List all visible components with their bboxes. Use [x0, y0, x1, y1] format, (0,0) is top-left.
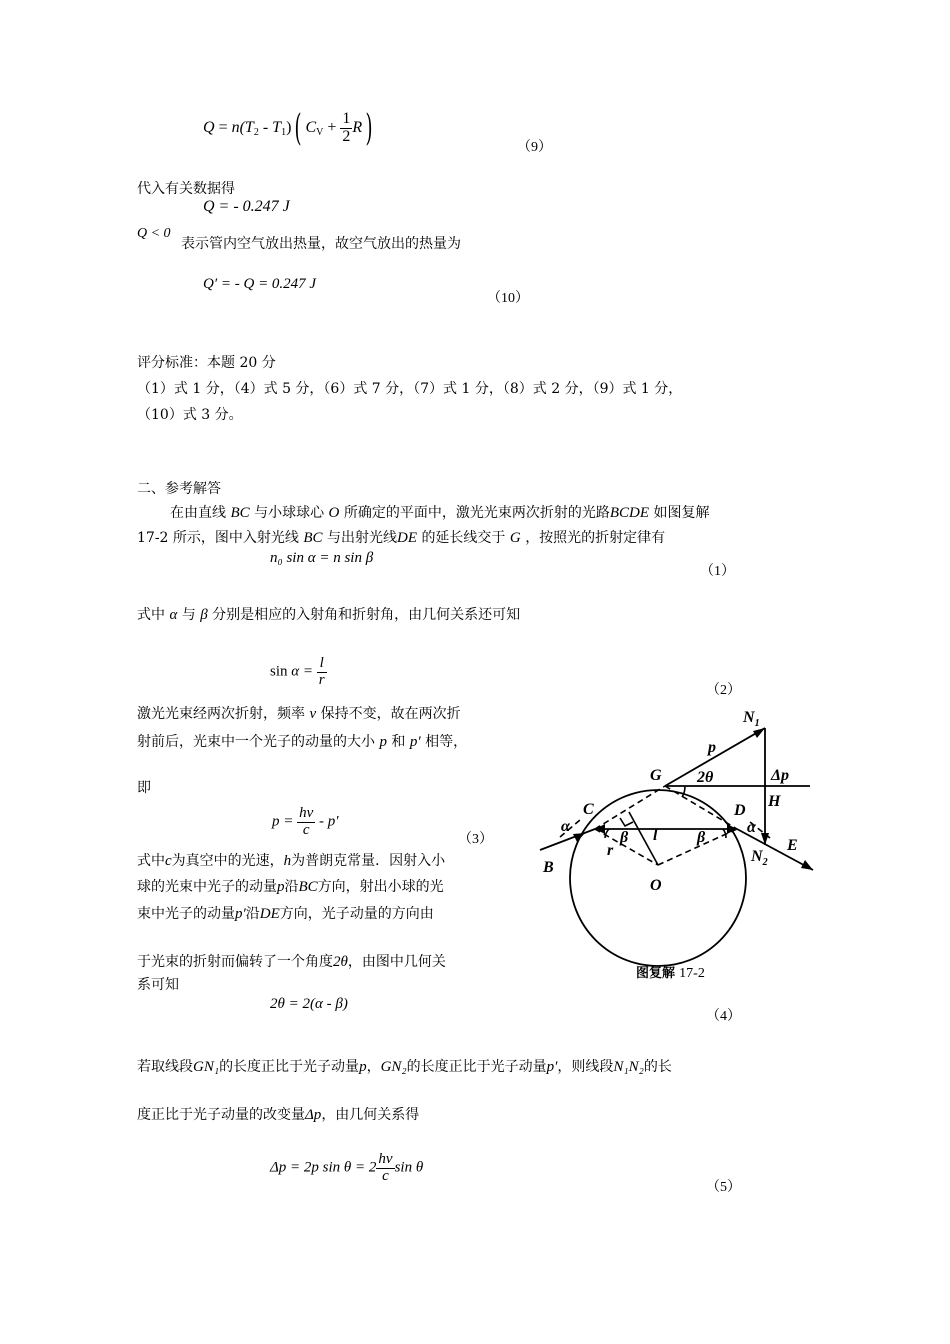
eq2-den: r [318, 671, 325, 688]
eq3-fraction [297, 806, 315, 839]
t: 的长 [643, 1059, 672, 1075]
score-line-1: （1）式 1 分，（4）式 5 分，（6）式 7 分，（7）式 1 分，（8）式 2 分，（9）式 1 分， [137, 381, 683, 397]
sym-o: O [328, 505, 340, 521]
t: 沿 [245, 906, 260, 922]
equation-label-10: （10） [487, 291, 529, 306]
sym-n1n2: N₁N₂ [613, 1059, 644, 1075]
eq5-rhs: sin θ [394, 1159, 424, 1176]
t: 为普朗克常量．因射入小 [291, 853, 446, 869]
t: 所确定的平面中，激光光束两次折射的光路 [343, 505, 610, 521]
label-h: H [768, 793, 781, 810]
t: 的长度正比于光子动量 [219, 1059, 360, 1075]
sym-bc: BC [303, 530, 323, 546]
eq3-den: c [302, 821, 310, 838]
caption-text: 图复解 [636, 966, 676, 981]
equation-9 [203, 108, 376, 149]
t: 和 [391, 734, 406, 750]
sym-gn1: GN₁ [193, 1059, 220, 1075]
t: 式中 [137, 607, 165, 623]
equation-label-5: （5） [706, 1180, 741, 1195]
equation-label-1: （1） [700, 564, 735, 579]
eq9-n: n [231, 119, 240, 137]
eq9-fraction [340, 111, 352, 146]
t: 束中光子的动量 [137, 906, 235, 922]
para-line-9 [137, 903, 434, 923]
sym-nu: ν [309, 706, 317, 722]
label-b: B [543, 859, 554, 876]
label-g: G [650, 767, 662, 784]
t: 保持不变，故在两次折 [320, 706, 461, 722]
right-angle-mark [620, 818, 633, 826]
t: 激光光束经两次折射，频率 [137, 706, 305, 722]
equation-1: n₀ sin α = n sin β [270, 550, 374, 566]
optics-figure [525, 700, 825, 990]
sym-dp: Δp [305, 1107, 322, 1123]
eq9-lhs: Q [203, 119, 215, 137]
eq9-equals: = [214, 119, 232, 137]
para-line-6: 即 [137, 780, 151, 796]
label-beta-1: β [620, 829, 629, 846]
equation-3 [272, 806, 339, 839]
para-line-11: 系可知 [137, 977, 179, 993]
t: 的长度正比于光子动量 [406, 1059, 547, 1075]
sym-g: G [509, 530, 521, 546]
caption-num: 17-2 [679, 966, 705, 981]
sym-bcde: BCDE [609, 505, 649, 521]
equation-label-3: （3） [458, 832, 493, 847]
sym-alpha: α [169, 607, 178, 623]
sym-pprime: p′ [546, 1059, 558, 1075]
label-o: O [650, 877, 662, 894]
t: 射前后，光束中一个光子的动量的大小 [137, 734, 375, 750]
sym-pprime: p′ [409, 734, 421, 750]
eq5-fraction [376, 1152, 394, 1185]
sym-h: h [283, 853, 292, 869]
t: 方向，射出小球的光 [317, 879, 444, 895]
eq2-fraction [317, 656, 327, 689]
equation-label-4: （4） [706, 1009, 741, 1024]
t: 与 [181, 607, 196, 623]
arrowhead-n1 [753, 728, 765, 738]
para-line-8 [137, 876, 444, 896]
label-c: C [583, 801, 594, 818]
t: ，由图中几何关 [347, 954, 446, 970]
para-line-1 [170, 502, 709, 522]
t: 为真空中的光速， [171, 853, 284, 869]
left-paren: ( [294, 108, 302, 149]
eq2-num: l [317, 656, 327, 673]
eq9-frac-den: 2 [342, 128, 351, 145]
t: ，按照光的折射定律有 [525, 530, 666, 546]
label-2theta: 2θ [697, 769, 714, 786]
sym-de: DE [259, 906, 280, 922]
para-line-13 [137, 1104, 419, 1124]
arrowhead-c [595, 824, 605, 834]
t: 沿 [284, 879, 299, 895]
equation-2: sin α = $\frac{l}{r}$ [270, 655, 325, 688]
t: 式中 [137, 853, 165, 869]
label-r: r [607, 842, 614, 859]
figure-caption [636, 962, 705, 982]
sym-p: p [379, 734, 387, 750]
text-dairu: 代入有关数据得 [137, 181, 235, 197]
sym-de: DE [396, 530, 417, 546]
eq3-lhs: p = [272, 813, 294, 830]
eq9-r: R [352, 119, 363, 137]
eq9-cvsub: V [316, 127, 324, 139]
eq3-rhs: - p′ [319, 813, 339, 830]
para-line-7 [137, 850, 445, 870]
eq9-t2: 2 [253, 127, 259, 139]
vector-p [665, 728, 765, 786]
sym-p: p [277, 879, 285, 895]
eq5-den: c [382, 1167, 389, 1184]
para-line-4 [137, 703, 461, 723]
t: 与出射光线 [326, 530, 397, 546]
t: 与小球球心 [254, 505, 325, 521]
eq3-num: hν [299, 805, 314, 821]
sym-beta: β [200, 607, 208, 623]
t: 方向，光子动量的方向由 [279, 906, 434, 922]
dashed-gd [665, 786, 737, 829]
eq9-cv: C [305, 119, 317, 137]
label-n2: $N_2$ [751, 848, 768, 868]
t: 度正比于光子动量的改变量 [137, 1107, 305, 1123]
t: 分别是相应的入射角和折射角，由几何关系还可知 [212, 607, 521, 623]
sym-gn2: GN₂ [380, 1059, 407, 1075]
q-less-zero: Q < 0 [137, 226, 171, 241]
equation-label-2: （2） [706, 683, 741, 698]
eq9-plus: + [323, 119, 341, 137]
sym-c: c [165, 853, 172, 869]
sym-pprime: p′ [235, 906, 246, 922]
sym-bc: BC [230, 505, 250, 521]
angle-arc-beta2 [723, 829, 726, 838]
t: ，则线段 [557, 1059, 614, 1075]
label-dp: Δp [771, 767, 790, 784]
label-e: E [787, 837, 798, 854]
arrowhead-e [801, 860, 813, 870]
t: 17-2 所示，图中入射光线 [137, 530, 299, 546]
t: 在由直线 [170, 505, 226, 521]
t: 球的光束中光子的动量 [137, 879, 277, 895]
para-line-5 [137, 731, 467, 751]
eq9-t1: 1 [281, 127, 287, 139]
label-alpha-right: α [747, 819, 756, 836]
angle-arc-2theta [682, 786, 685, 797]
eq5-num: hν [378, 1151, 393, 1167]
score-title: 评分标准：本题 20 分 [137, 355, 276, 371]
eq9-t: (T [239, 119, 254, 137]
label-n1: $N_1$ [743, 709, 760, 729]
eq9-frac-num: 1 [342, 110, 351, 128]
para-line-3 [137, 604, 520, 624]
arrowhead-d [727, 824, 737, 834]
t: 若取线段 [137, 1059, 193, 1075]
label-d: D [734, 802, 746, 819]
equation-5 [270, 1152, 423, 1185]
para-line-2 [137, 527, 665, 547]
q-prime: Q′ = - Q = 0.247 J [203, 276, 317, 292]
right-paren: ) [365, 108, 373, 149]
eq2-alpha: α = [291, 663, 314, 680]
q-less-text: 表示管内空气放出热量，故空气放出的热量为 [181, 236, 461, 252]
sym-2theta: 2θ [333, 954, 348, 970]
label-l: l [653, 827, 658, 844]
t: ， [366, 1059, 381, 1075]
q-value: Q = - 0.247 J [203, 198, 290, 215]
para-line-12 [137, 1056, 672, 1076]
t: ，由几何关系得 [321, 1107, 420, 1123]
sym-bc: BC [298, 879, 318, 895]
section-two-heading: 二、参考解答 [137, 481, 221, 497]
eq9-close: ) [286, 119, 292, 137]
t: 于光束的折射而偏转了一个角度 [137, 954, 333, 970]
t: 相等， [425, 734, 468, 750]
eq5-lhs: Δp = 2p sin θ = 2 [270, 1159, 377, 1176]
sym-p: p [359, 1059, 367, 1075]
label-p: p [708, 739, 716, 756]
label-alpha-left: α [561, 818, 570, 835]
equation-4: 2θ = 2(α - β) [270, 996, 348, 1012]
t: 的延长线交于 [421, 530, 506, 546]
label-beta-2: β [697, 829, 706, 846]
t: 如图复解 [653, 505, 710, 521]
score-line-2: （10）式 3 分。 [137, 407, 243, 423]
eq9-minus: - T [258, 119, 282, 137]
equation-label-9: （9） [517, 140, 552, 155]
para-line-10 [137, 951, 446, 971]
